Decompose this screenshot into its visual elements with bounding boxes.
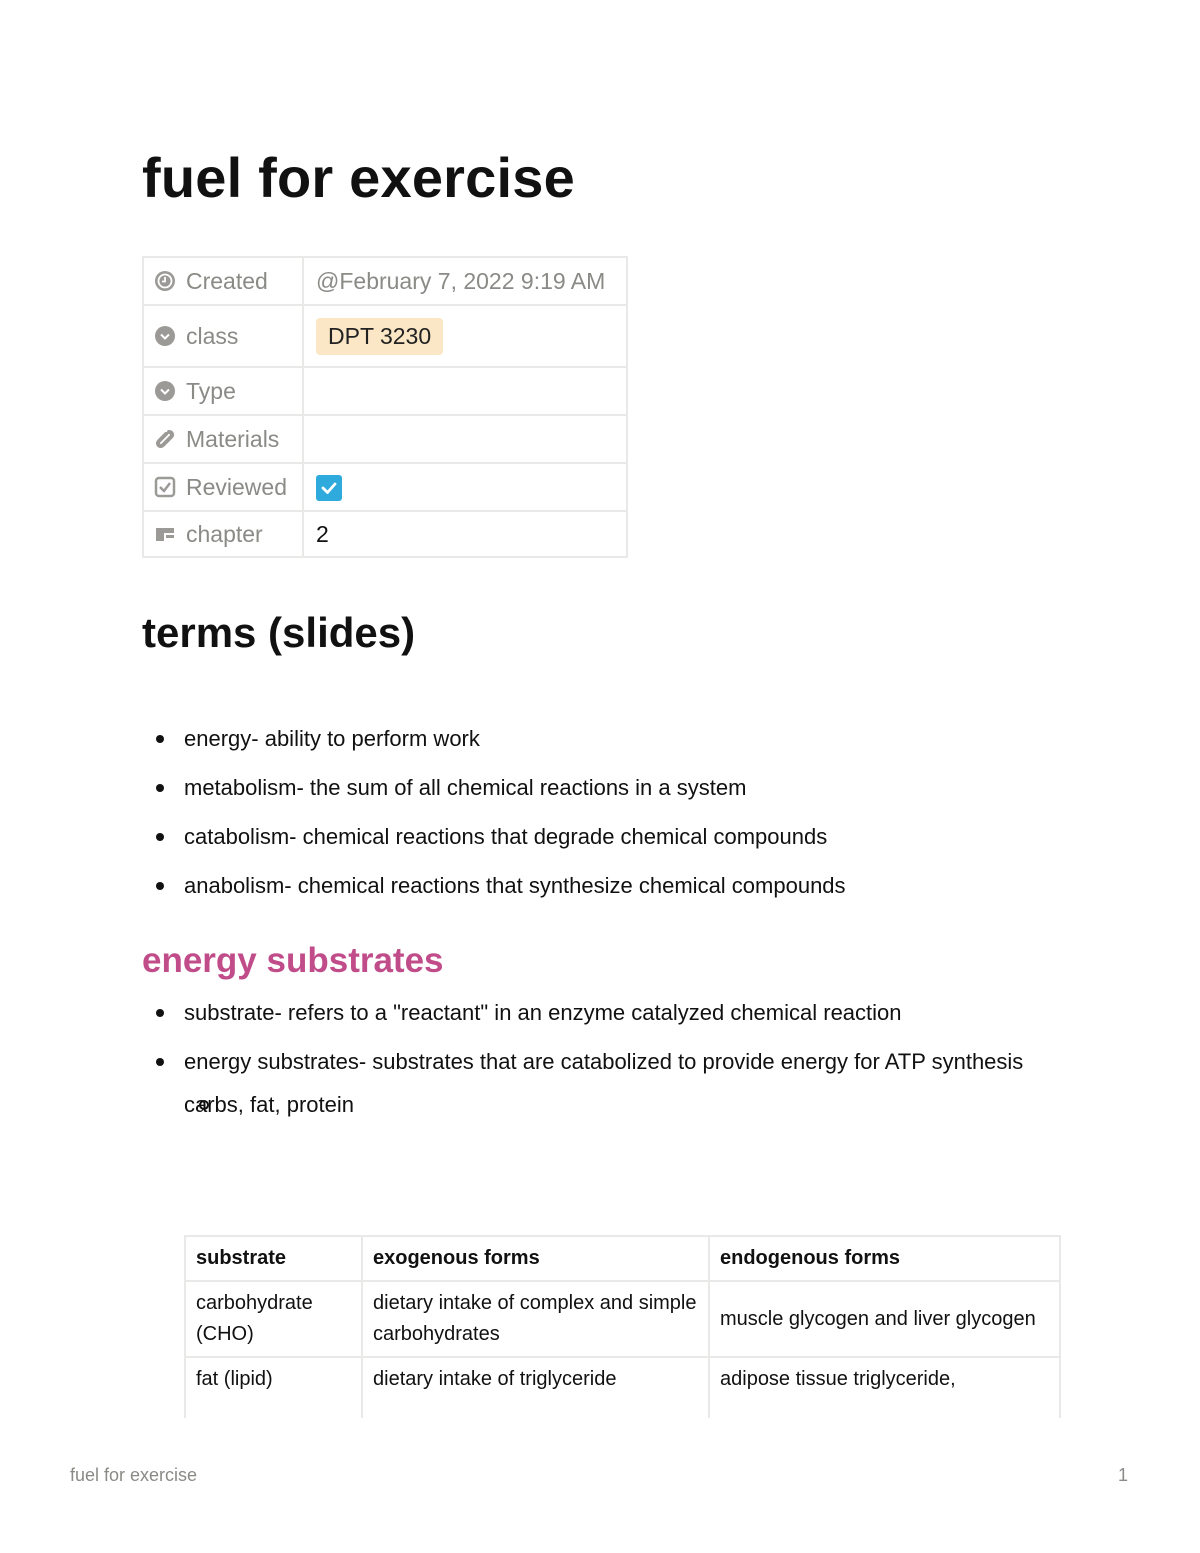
property-label: Created <box>186 267 268 294</box>
property-label: class <box>186 322 239 349</box>
list-item: catabolism- chemical reactions that degrade chemical compounds <box>142 819 1042 854</box>
select-icon <box>154 325 176 347</box>
paperclip-icon <box>154 428 176 450</box>
list-item: anabolism- chemical reactions that synthesize chemical compounds <box>142 868 1042 903</box>
table-cell: carbohydrate (CHO) <box>185 1281 362 1357</box>
table-header: exogenous forms <box>362 1236 709 1281</box>
bullet-icon <box>156 882 164 890</box>
checkmark-icon <box>319 478 339 498</box>
table-header: substrate <box>185 1236 362 1281</box>
bullet-icon <box>156 784 164 792</box>
page-number: 1 <box>1117 1465 1128 1485</box>
type-value[interactable] <box>303 367 627 415</box>
bullet-icon <box>156 735 164 743</box>
terms-list <box>142 721 1042 917</box>
property-row-type <box>143 367 627 415</box>
bullet-icon <box>156 833 164 841</box>
property-row-created <box>143 257 627 305</box>
table-cell: dietary intake of triglyceride <box>362 1357 709 1418</box>
property-row-materials <box>143 415 627 463</box>
clock-icon <box>154 270 176 292</box>
select-icon <box>154 380 176 402</box>
substrate-table <box>184 1235 1061 1418</box>
checkbox-icon <box>154 476 176 498</box>
energy-substrates-heading: energy substrates <box>142 941 444 980</box>
list-item: energy- ability to perform work <box>142 721 1042 756</box>
table-cell: muscle glycogen and liver glycogen <box>709 1281 1060 1357</box>
materials-value[interactable] <box>303 415 627 463</box>
list-item: substrate- refers to a "reactant" in an enzyme catalyzed chemical reaction <box>142 995 1042 1030</box>
table-cell: adipose tissue triglyceride, <box>709 1357 1060 1418</box>
property-row-chapter <box>143 511 627 557</box>
nested-list-item: carbs, fat, protein <box>184 1092 354 1117</box>
table-cell: dietary intake of complex and simple carbohydrates <box>362 1281 709 1357</box>
property-label: Materials <box>186 425 280 452</box>
table-row <box>185 1357 1060 1418</box>
property-row-class <box>143 305 627 367</box>
bullet-icon <box>156 1058 164 1066</box>
table-header: endogenous forms <box>709 1236 1060 1281</box>
terms-heading: terms (slides) <box>142 609 416 656</box>
chapter-value[interactable]: 2 <box>303 511 627 557</box>
bullet-icon <box>156 1009 164 1017</box>
class-tag[interactable]: DPT 3230 <box>316 318 443 355</box>
table-header-row <box>185 1236 1060 1281</box>
property-label: Reviewed <box>186 473 287 500</box>
page-title: fuel for exercise <box>142 146 575 209</box>
property-label: Type <box>186 377 236 404</box>
number-icon <box>154 523 176 545</box>
created-date[interactable]: @February 7, 2022 9:19 AM <box>316 267 606 294</box>
table-cell: fat (lipid) <box>185 1357 362 1418</box>
property-label: chapter <box>186 520 263 547</box>
list-item: metabolism- the sum of all chemical reactions in a system <box>142 770 1042 805</box>
properties-table <box>142 256 628 558</box>
footer-title: fuel for exercise <box>70 1465 198 1485</box>
table-row <box>185 1281 1060 1357</box>
hollow-bullet-icon <box>199 1100 209 1110</box>
list-item: energy substrates- substrates that are catabolized to provide energy for ATP synthesis <box>142 1044 1042 1079</box>
reviewed-checkbox[interactable] <box>316 475 342 501</box>
substrates-list <box>142 995 1042 1136</box>
property-row-reviewed <box>143 463 627 511</box>
